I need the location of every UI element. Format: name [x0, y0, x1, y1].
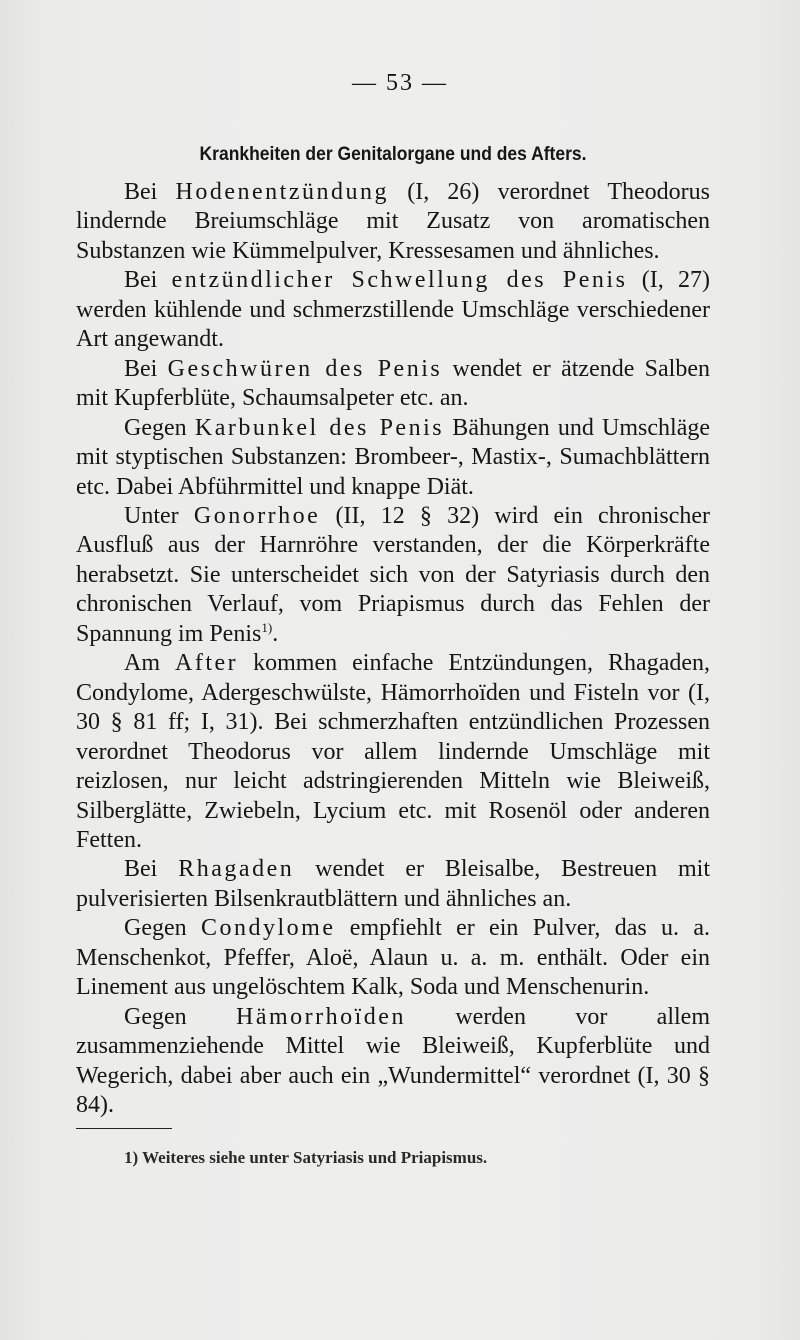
paragraph-lead: Gegen [124, 414, 195, 441]
paragraph-text: (I, 26) verordnet Theodorus lindernde Breiumschläge mit Zusatz von aromatischen Substanzen wie Kümmelpulver, Kressesamen und ähnliches. [76, 179, 710, 264]
spaced-term: entzündlicher Schwellung des Penis [171, 267, 628, 294]
paragraph-lead: Gegen [124, 915, 201, 942]
paragraph-lead: Bei [124, 179, 176, 205]
paragraph-lead: Bei [124, 856, 179, 883]
spaced-term: Hodenentzündung [175, 179, 390, 205]
footnote: 1) Weiteres siehe unter Satyriasis und Priapismus. [124, 1148, 488, 1167]
paragraph [76, 414, 710, 502]
spaced-term: After [175, 650, 239, 677]
paragraph-lead: Bei [124, 267, 172, 294]
paragraph [76, 266, 710, 354]
paragraph-text: empfiehlt er ein Pulver, das u. a. Menschenkot, Pfeffer, Aloë, Alaun u. a. m. enthält. Oder ein Linement aus ungelöschtem Kalk, Soda und Menschenurin. [76, 915, 711, 1001]
paragraph-lead: Am [124, 650, 175, 677]
paragraph-text: wendet er ätzende Salben mit Kupferblüte, Schaumsalpeter etc. an. [76, 355, 711, 412]
spaced-term: Gonorrhoe [193, 502, 321, 529]
paragraph-lead: Gegen [124, 1003, 236, 1030]
paragraph-text: (II, 12 § 32) wird ein chronischer Ausfluß aus der Harnröhre verstanden, der die Körperkräfte herabsetzt. Sie unterscheidet sich von der Satyriasis durch den chronischen Verlauf, vom Priapismus durch das Fehlen der Spannung im Penis [76, 502, 710, 647]
spaced-term: Geschwüren des Penis [167, 355, 443, 382]
section-heading: Krankheiten der Genitalorgane und des Afters. [199, 144, 587, 165]
paragraph-lead: Bei [124, 355, 168, 382]
paragraph-lead: Unter [124, 502, 194, 529]
paragraph-text: kommen einfache Entzündungen, Rhagaden, Condylome, Adergeschwülste, Hämorrhoïden und Fisteln vor (I, 30 § 81 ff; I, 31). Bei schmerzhaften entzündlichen Prozessen verordnet Theodorus vor allem lindernde Umschläge mit reizlosen, nur leicht adstringierenden Mitteln wie Bleiweiß, Silberglätte, Zwiebeln, Lycium etc. mit Rosenöl oder anderen Fetten. [76, 650, 710, 853]
paragraph [76, 855, 710, 914]
paragraph [76, 502, 710, 649]
footnote-rule [76, 1128, 172, 1129]
paragraph [76, 355, 710, 414]
footnote-marker: 1) [261, 619, 273, 635]
paragraph [76, 178, 710, 266]
spaced-term: Condylome [200, 915, 336, 942]
spaced-term: Hämorrhoïden [236, 1003, 406, 1030]
body-text [76, 178, 710, 1121]
paragraph-text: Bähungen und Umschläge mit styptischen Substanzen: Brombeer-, Mastix-, Sumachblättern etc. Dabei Abführmittel und knappe Diät. [76, 414, 711, 500]
paragraph [76, 649, 710, 855]
paragraph-text: wendet er Bleisalbe, Bestreuen mit pulverisierten Bilsenkrautblättern und ähnliches an. [76, 856, 711, 912]
paragraph-text: . [272, 620, 279, 647]
paragraph-text: (I, 27) werden kühlende und schmerzstillende Umschläge verschiedener Art angewandt. [76, 267, 710, 353]
paragraph [76, 914, 710, 1002]
paragraph [76, 1003, 710, 1121]
page-number: — 53 — [352, 70, 448, 96]
spaced-term: Karbunkel des Penis [194, 414, 445, 441]
paragraph-text: werden vor allem zusammenziehende Mittel wie Bleiweiß, Kupferblüte und Wegerich, dabei aber auch ein „Wundermittel“ verordnet (I, 30 § 84). [76, 1003, 710, 1119]
spaced-term: Rhagaden [178, 856, 295, 883]
